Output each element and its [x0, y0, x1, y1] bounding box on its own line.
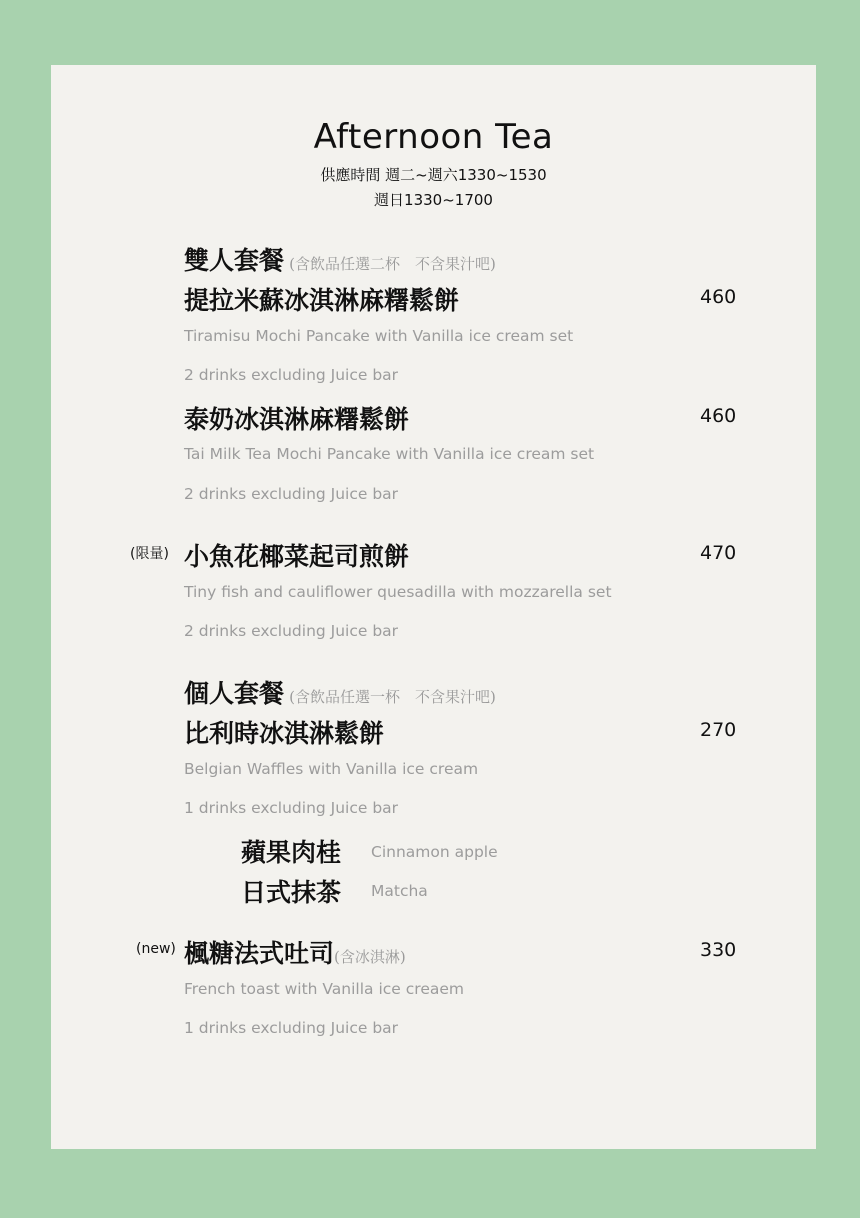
flavor-name-zh: 日式抹茶: [241, 878, 342, 907]
item-name-zh: 提拉米蘇冰淇淋麻糬鬆餅: [184, 286, 460, 315]
item-price: 460: [700, 405, 737, 427]
hours-sunday: 週日1330~1700: [374, 191, 493, 209]
item-name-en: Belgian Waffles with Vanilla ice cream: [184, 760, 479, 778]
item-name-en: Tiny fish and cauliflower quesadilla with mozzarella set: [184, 583, 612, 601]
item-note: (含冰淇淋): [334, 948, 406, 966]
item-name-zh: 比利時冰淇淋鬆餅: [184, 719, 385, 748]
item-drinks: 2 drinks excluding Juice bar: [184, 622, 399, 640]
menu-title: Afternoon Tea: [313, 117, 554, 157]
item-price: 270: [700, 719, 737, 741]
new-badge: (new): [136, 941, 176, 957]
item-name-row: [184, 934, 406, 970]
item-drinks: 2 drinks excluding Juice bar: [184, 485, 399, 503]
hours-weekday: 供應時間 週二~週六1330~1530: [320, 166, 547, 184]
flavor-name-zh: 蘋果肉桂: [241, 838, 342, 867]
limited-badge: (限量): [130, 546, 169, 562]
item-name-en: Tiramisu Mochi Pancake with Vanilla ice cream set: [184, 327, 574, 345]
item-name-zh: 小魚花椰菜起司煎餅: [184, 542, 410, 571]
section-heading-double: [184, 241, 496, 277]
section-note: (含飲品任選二杯 不含果汁吧): [289, 255, 496, 273]
item-price: 470: [700, 542, 737, 564]
item-drinks: 1 drinks excluding Juice bar: [184, 1019, 399, 1037]
section-title: 雙人套餐: [184, 246, 285, 275]
item-name-en: Tai Milk Tea Mochi Pancake with Vanilla ice cream set: [184, 445, 595, 463]
flavor-name-en: Cinnamon apple: [371, 843, 498, 861]
section-title: 個人套餐: [184, 679, 285, 708]
section-note: (含飲品任選一杯 不含果汁吧): [289, 688, 496, 706]
section-heading-single: [184, 674, 496, 710]
item-name-zh: 泰奶冰淇淋麻糬鬆餅: [184, 405, 410, 434]
item-name-zh: 楓糖法式吐司: [184, 939, 335, 968]
item-name-en: French toast with Vanilla ice creaem: [184, 980, 464, 998]
menu-page: [51, 65, 816, 1149]
item-price: 460: [700, 286, 737, 308]
item-drinks: 2 drinks excluding Juice bar: [184, 366, 399, 384]
flavor-name-en: Matcha: [371, 882, 428, 900]
item-drinks: 1 drinks excluding Juice bar: [184, 799, 399, 817]
item-price: 330: [700, 939, 737, 961]
